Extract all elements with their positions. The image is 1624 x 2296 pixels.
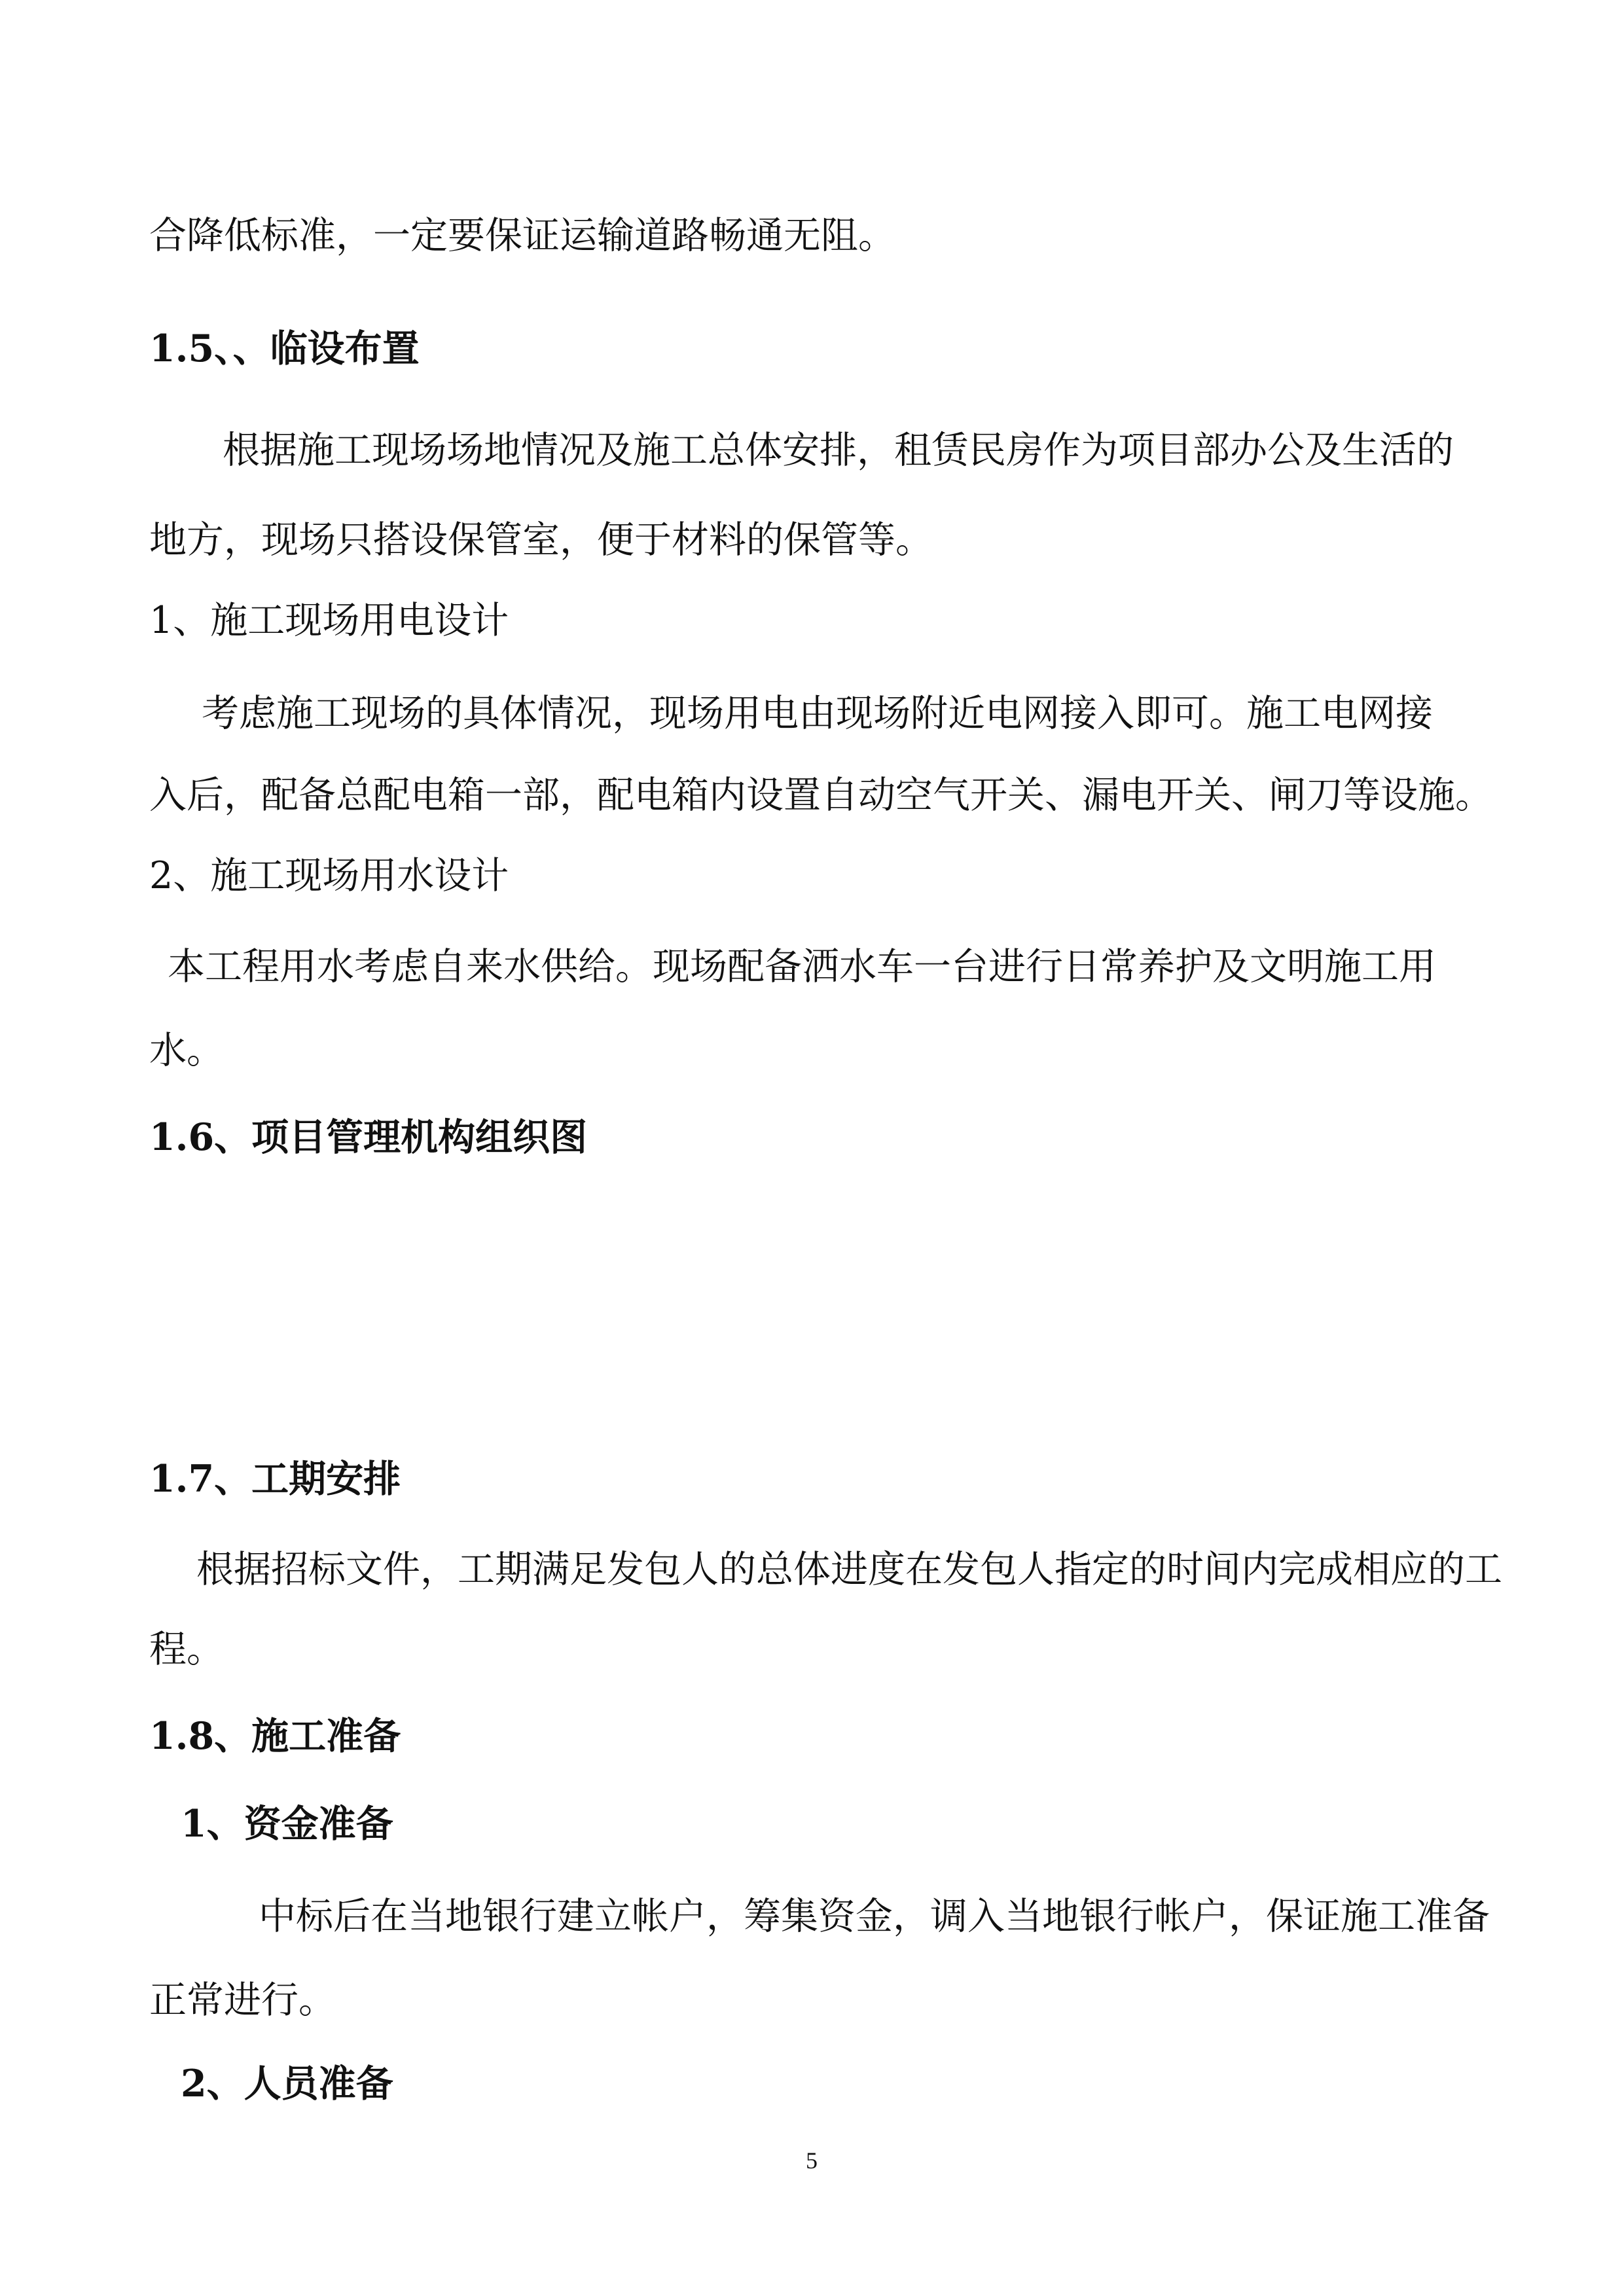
- subheading-water-design: 2、施工现场用水设计: [149, 854, 509, 897]
- paragraph-schedule: 根据招标文件，工期满足发包人的总体进度在发包人指定的时间内完成相应的工: [196, 1548, 1502, 1591]
- section-heading-1-6: 1.6、项目管理机构组织图: [149, 1115, 588, 1159]
- section-heading-1-7: 1.7、工期安排: [149, 1457, 401, 1501]
- paragraph-funding: 中标后在当地银行建立帐户，筹集资金，调入当地银行帐户，保证施工准备: [259, 1895, 1490, 1938]
- subheading-power-design: 1、施工现场用电设计: [149, 599, 509, 642]
- subheading-funding: 1、资金准备: [181, 1802, 393, 1846]
- section-heading-1-5: 1.5、、临设布置: [149, 327, 420, 370]
- subheading-personnel: 2、人员准备: [181, 2062, 393, 2106]
- paragraph-water: 本工程用水考虑自来水供给。现场配备洒水车一台进行日常养护及文明施工用: [168, 945, 1436, 988]
- paragraph-funding-cont: 正常进行。: [149, 1979, 336, 2022]
- paragraph-power: 考虑施工现场的具体情况，现场用电由现场附近电网接入即可。施工电网接: [202, 692, 1433, 735]
- paragraph-temp-facilities: 根据施工现场场地情况及施工总体安排，租赁民房作为项目部办公及生活的: [223, 429, 1454, 472]
- paragraph-temp-facilities-cont: 地方，现场只搭设保管室，便于材料的保管等。: [149, 518, 933, 562]
- paragraph-schedule-cont: 程。: [149, 1628, 224, 1671]
- paragraph-power-cont: 入后，配备总配电箱一部，配电箱内设置自动空气开关、漏电开关、闸刀等设施。: [149, 774, 1492, 817]
- org-chart-placeholder: [149, 1178, 1478, 1427]
- paragraph-water-cont: 水。: [149, 1029, 224, 1072]
- page-number: 5: [806, 2147, 818, 2174]
- section-heading-1-8: 1.8、施工准备: [149, 1714, 401, 1758]
- paragraph-continuation: 合降低标准，一定要保证运输道路畅通无阻。: [149, 214, 895, 257]
